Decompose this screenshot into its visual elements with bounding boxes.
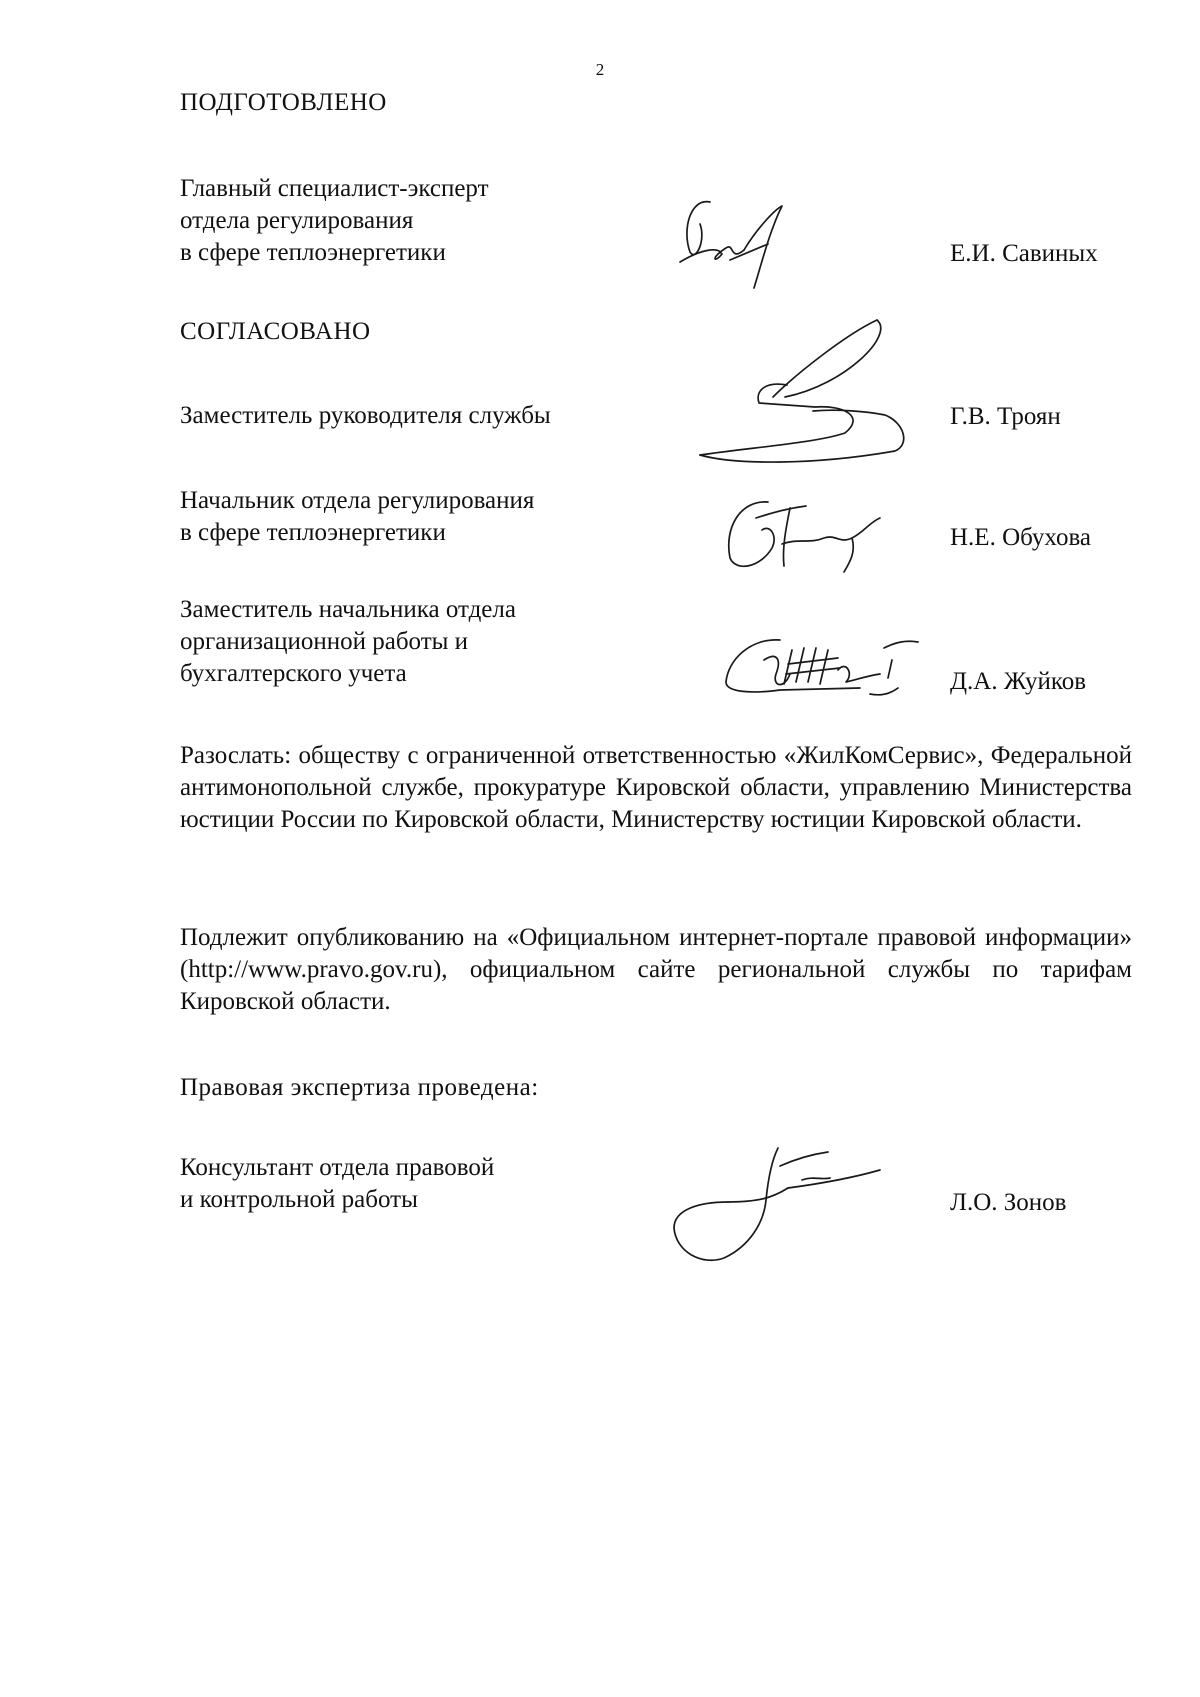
page-number: 2 (595, 60, 605, 79)
signature-troyan (695, 315, 925, 475)
position-line: Начальник отдела регулирования (180, 487, 535, 514)
publication-paragraph: Подлежит опубликованию на «Официальном интернет-портале правовой информации» (http://www.pravo.gov.ru), официальном сайте региональной службы по тарифам Кировской области. (180, 924, 1132, 1015)
agreed-name: Д.А. Жуйков (950, 668, 1087, 695)
distribution-paragraph: Разослать: обществу с ограниченной ответственностью «ЖилКомСервис», Федеральной антимонопольной службе, прокуратуре Кировской области, управлению Министерства юстиции России по Кировской области, Министерству юстиции Кировской области. (180, 742, 1132, 833)
signature-zhuikov (720, 630, 940, 710)
position-line: и контрольной работы (180, 1186, 418, 1213)
agreed-name: Г.В. Троян (950, 403, 1061, 430)
signature-savinykh (670, 190, 810, 290)
prepared-position (180, 173, 650, 269)
agreed-position (180, 485, 650, 549)
position-line: отдела регулирования (180, 207, 414, 234)
position-line: организационной работы и (180, 628, 469, 655)
position-line: в сфере теплоэнергетики (180, 239, 446, 266)
legal-review-name: Л.О. Зонов (950, 1189, 1067, 1216)
agreed-name: Н.Е. Обухова (950, 524, 1092, 551)
agreed-position (180, 594, 650, 690)
position-line: в сфере теплоэнергетики (180, 519, 446, 546)
signature-zonov (668, 1140, 898, 1270)
agreed-position (180, 400, 650, 432)
legal-review-heading: Правовая экспертиза проведена: (180, 1074, 539, 1101)
position-line: Заместитель руководителя службы (180, 402, 551, 429)
agreed-heading: СОГЛАСОВАНО (180, 318, 371, 345)
position-line: Консультант отдела правовой (180, 1154, 495, 1181)
legal-review-position (180, 1152, 650, 1216)
position-line: бухгалтерского учета (180, 660, 407, 687)
prepared-heading: ПОДГОТОВЛЕНО (180, 89, 387, 116)
signature-obukhova (720, 488, 900, 578)
prepared-name: Е.И. Савиных (950, 240, 1098, 267)
position-line: Главный специалист-эксперт (180, 175, 489, 202)
position-line: Заместитель начальника отдела (180, 596, 516, 623)
